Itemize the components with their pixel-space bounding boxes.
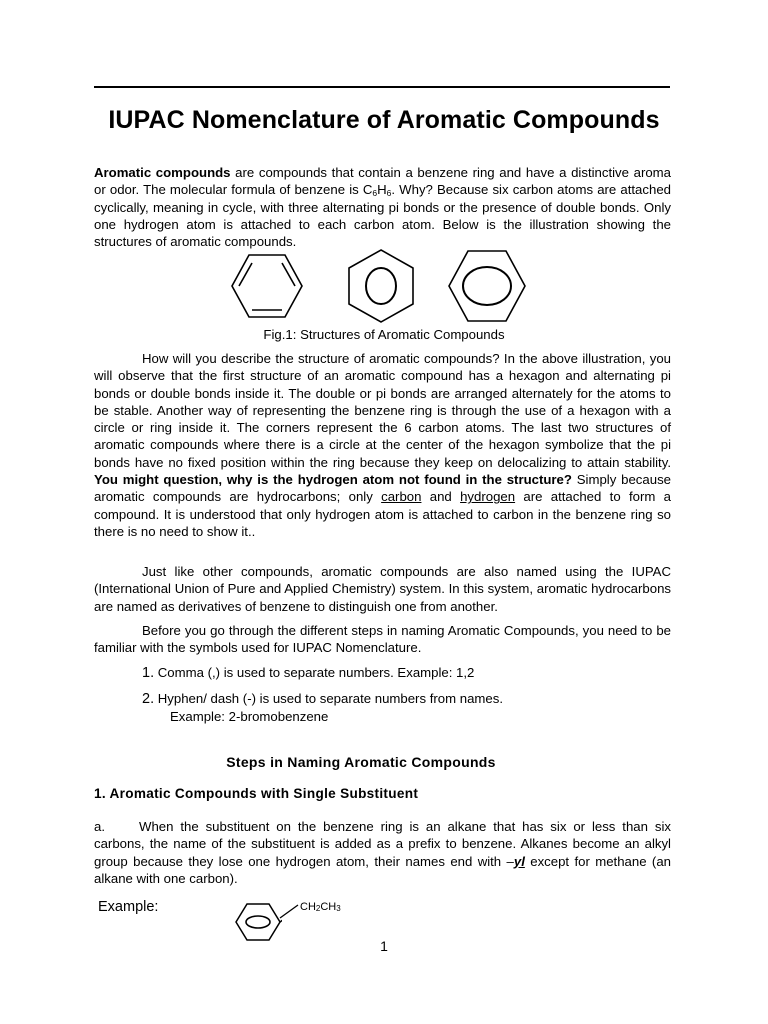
- p3-text: Just like other compounds, aromatic compounds are also named using the IUPAC (International Union of Pure and Applied Chemistry) system. In this system, aromatic hydrocarbons are named as derivatives of benzene to distinguish one from another.: [94, 564, 671, 614]
- document-title: IUPAC Nomenclature of Aromatic Compounds: [108, 106, 660, 134]
- p2-text-d: are attached to form a compound. It is understood that only hydrogen atom is attached to carbon in the benzene ring so there is no need to show it..: [94, 489, 671, 539]
- p2-bold-question: You might question, why is the hydrogen atom not found in the structure?: [94, 472, 572, 488]
- paragraph-structure-description: [94, 350, 671, 540]
- p2-underline-hydrogen: hydrogen: [460, 489, 516, 505]
- intro-sub-1: 6: [372, 188, 378, 199]
- benzene-circle-structure: [346, 248, 416, 324]
- paragraph-a-emph-yl: yl: [513, 853, 525, 869]
- p2-text-b: Simply because aromatic compounds are hydrocarbons; only: [94, 472, 671, 505]
- formula-ch-2: CH: [320, 901, 337, 913]
- formula-sub-3: 3: [336, 904, 341, 913]
- section-heading: Steps in Naming Aromatic Compounds: [226, 754, 496, 770]
- paragraph-iupac-intro: [94, 563, 671, 615]
- list-item-1-text: Comma (,) is used to separate numbers. Example: 1,2: [154, 665, 475, 680]
- ethyl-formula: [300, 901, 341, 913]
- list-item-2: [142, 690, 503, 708]
- formula-sub-2: 2: [315, 904, 321, 913]
- intro-text-b: H: [377, 182, 387, 198]
- formula-ch-1: CH: [300, 901, 316, 913]
- intro-bold-lead: Aromatic compounds: [94, 165, 231, 180]
- benzene-kekule-structure: [230, 252, 304, 320]
- paragraph-symbols-intro: [94, 622, 671, 657]
- example-label: Example:: [98, 899, 159, 915]
- p2-underline-carbon: carbon: [381, 489, 422, 505]
- intro-sub-2: 6: [386, 188, 392, 199]
- list-item-1-number: 1.: [142, 665, 155, 681]
- list-item-2-text: Hyphen/ dash (-) is used to separate numbers from names.: [154, 691, 503, 706]
- ethylbenzene-structure: [234, 902, 282, 942]
- page-number: 1: [380, 938, 388, 954]
- list-item-1: [142, 664, 474, 682]
- subsection-heading: 1. Aromatic Compounds with Single Substituent: [94, 786, 419, 801]
- figure-caption: Fig.1: Structures of Aromatic Compounds: [263, 327, 505, 342]
- paragraph-a-text-a: When the substituent on the benzene ring is an alkane that has six or less than six carbons, the name of the substituent is added as a prefix to benzene. Alkanes become an alkyl group because they lose one hydrogen atom, their names end with –: [94, 819, 671, 869]
- p4-text: Before you go through the different steps in naming Aromatic Compounds, you need to be familiar with the symbols used for IUPAC Nomenclature.: [94, 623, 671, 656]
- benzene-ring-structure: [447, 249, 527, 323]
- substituent-bond: [278, 903, 300, 919]
- intro-paragraph: [94, 164, 671, 250]
- intro-text-a: are compounds that contain a benzene ring and have a distinctive aroma or odor. The molecular formula of benzene is C: [94, 165, 671, 198]
- paragraph-a-text-b: except for methane (an alkane with one carbon).: [94, 853, 671, 886]
- list-item-2-number: 2.: [142, 691, 155, 707]
- p2-text-c: and: [421, 489, 461, 505]
- p2-text-a: How will you describe the structure of aromatic compounds? In the above illustration, you will observe that the first structure of an aromatic compound has a hexagon and alternating pi bonds or double bonds inside it. The double or pi bonds are arranged alternately for the atoms to be stable. Another way of representing the benzene ring is through the use of a hexagon with a circle or ring inside it. The corners represent the 6 carbon atoms. The last two structures of aromatic compounds where there is a circle at the center of the hexagon symbolize that the pi bonds have no fixed position within the ring because they keep on delocalizing to attain stability.: [94, 351, 671, 470]
- top-rule: [94, 86, 670, 88]
- paragraph-a: [94, 818, 671, 887]
- paragraph-a-label: a.: [94, 819, 105, 834]
- intro-text-c: . Why? Because six carbon atoms are attached cyclically, meaning in cycle, with three alternating pi bonds or the presence of double bonds. Only one hydrogen atom is attached to each carbon atom. Below is the illustration showing the structures of aromatic compounds.: [94, 182, 671, 250]
- list-example: Example: 2-bromobenzene: [170, 709, 329, 724]
